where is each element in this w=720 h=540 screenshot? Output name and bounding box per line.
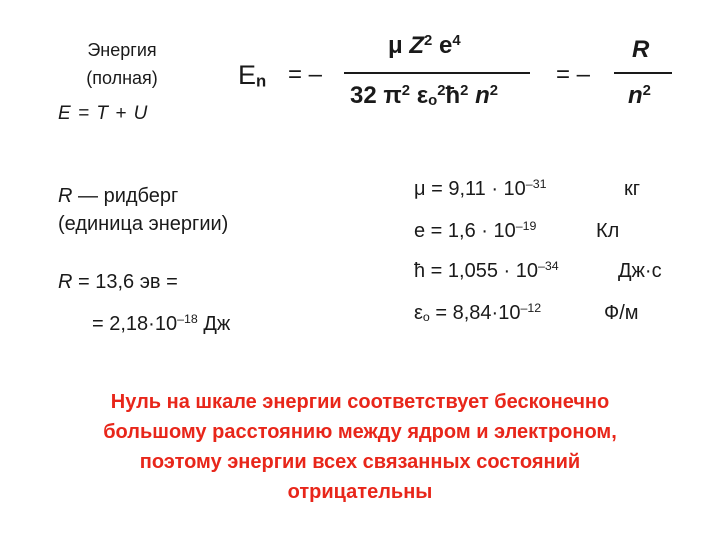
constant-hbar-exp: –34 [538, 259, 559, 274]
formula-eq1: = – [288, 61, 323, 88]
rydberg-value-ev-text: = 13,6 эв = [72, 271, 178, 293]
fraction-bar-main [344, 72, 530, 74]
note-line2: большому расстоянию между ядром и электроном, [103, 421, 617, 443]
rydberg-j-unit: Дж [197, 313, 231, 335]
constant-mu-unit: кг [624, 178, 641, 200]
energy-formula [232, 28, 692, 123]
rhs-numerator: R [632, 36, 650, 63]
constant-eps [414, 301, 639, 325]
formula-lhs-symbol: E [238, 60, 257, 90]
num-e: e [438, 32, 453, 59]
constant-e-exp: –19 [515, 219, 537, 234]
den-pi-exp: 2 [401, 82, 411, 99]
rydberg-j-base: 10 [154, 313, 178, 335]
constant-e-symbol: e [414, 220, 426, 242]
constant-eps-value: = 8,84·10 [429, 302, 521, 324]
constant-eps-sub: o [422, 309, 430, 324]
constant-e-unit: Кл [596, 220, 620, 242]
rydberg-line1 [58, 182, 228, 210]
den-eps: ε [416, 82, 429, 109]
num-mu: μ [388, 32, 403, 59]
energy-relation: E = T + U [58, 103, 149, 124]
constant-e-value: = 1,6 · 10 [425, 220, 516, 242]
formula-lhs [238, 60, 266, 91]
rhs-den-exp: 2 [642, 82, 651, 99]
note-line1: Нуль на шкале энергии соответствует бесконечно [110, 391, 610, 413]
constant-eps-exp: –12 [520, 301, 542, 316]
rydberg-j-dot: · [148, 313, 155, 335]
rhs-den-n: n [628, 82, 643, 109]
rydberg-line2: (единица энергии) [58, 213, 229, 235]
den-32: 32 [350, 82, 377, 109]
rydberg-name: — ридберг [72, 185, 179, 207]
energy-title-line2: (полная) [86, 68, 158, 88]
den-n: n [475, 82, 490, 109]
constant-eps-unit: Ф/м [604, 302, 639, 324]
note-line4: отрицательны [287, 481, 433, 503]
formula-lhs-sub: n [256, 71, 267, 91]
zero-energy-note [0, 387, 720, 507]
den-eps-exp: 2 [437, 82, 446, 99]
constant-mu [414, 177, 641, 201]
den-pi: π [383, 82, 402, 109]
rydberg-value-j [92, 310, 230, 338]
constant-mu-symbol: μ [414, 178, 426, 200]
rydberg-j-exp: –18 [177, 312, 198, 327]
formula-eq2: = – [556, 61, 591, 88]
constant-hbar-unit: Дж·с [618, 260, 662, 282]
rydberg-description [58, 182, 228, 238]
rydberg-value-ev [58, 268, 178, 296]
formula-denominator [350, 82, 498, 110]
constant-hbar-value: = 1,055 · 10 [425, 260, 538, 282]
note-line3: поэтому энергии всех связанных состояний [139, 451, 581, 473]
constant-hbar [414, 259, 662, 283]
constant-mu-value: = 9,11 · 10 [425, 178, 526, 200]
den-hbar: ħ [445, 82, 461, 109]
constant-mu-exp: –31 [525, 177, 547, 192]
rydberg-j-number: = 2,18 [92, 313, 149, 335]
energy-title-line1: Энергия [87, 40, 157, 60]
den-n-exp: 2 [489, 82, 499, 99]
energy-title [58, 36, 186, 92]
num-z-exp: 2 [424, 32, 433, 49]
constant-eps-symbol: ε [414, 302, 423, 324]
num-z: Z [409, 32, 425, 59]
constant-hbar-symbol: ħ [414, 260, 426, 282]
fraction-bar-rhs [614, 72, 672, 74]
den-eps-sub: o [428, 93, 438, 110]
rydberg-symbol: R [58, 185, 73, 207]
rydberg-value-symbol: R [58, 271, 73, 293]
num-e-exp: 4 [452, 32, 461, 49]
constant-e [414, 219, 620, 243]
rhs-denominator [628, 82, 651, 110]
formula-numerator [388, 32, 461, 60]
den-hbar-exp: 2 [460, 82, 469, 99]
